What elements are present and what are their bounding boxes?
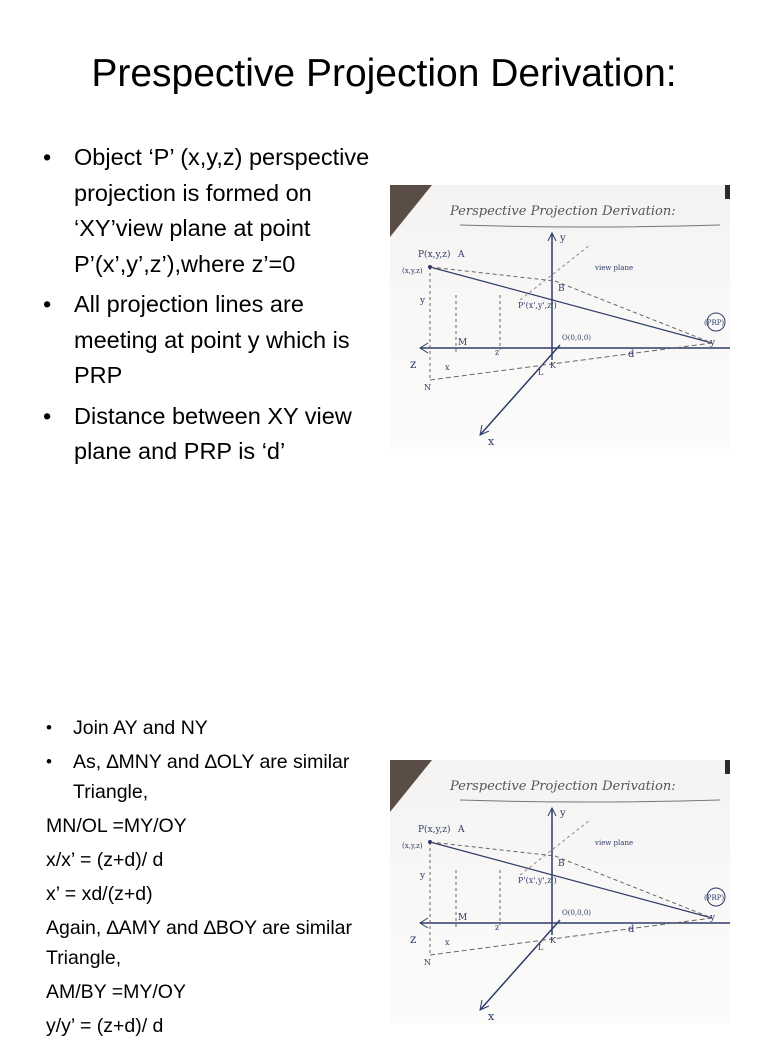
sketch-label: L	[538, 368, 544, 377]
sketch-label: y	[710, 338, 716, 348]
sketch-heading: Perspective Projection Derivation:	[450, 204, 676, 219]
sketch-photo-top	[390, 185, 730, 449]
sketch-label: x	[445, 938, 450, 947]
sketch-label: z	[495, 923, 500, 932]
sketch-label: (x,y,z)	[402, 267, 423, 275]
equation-line: Again, ∆AMY and ∆BOY are similar Triangle,	[46, 917, 353, 969]
sketch-label: B	[558, 284, 565, 294]
sketch-label: L	[538, 943, 544, 952]
derivation-text	[46, 713, 376, 1041]
page-corner-shadow	[390, 185, 432, 237]
sketch-label: P'(x',y',z')	[518, 301, 557, 310]
sketch-label: y	[420, 871, 426, 881]
sketch-label: N	[424, 383, 431, 392]
bullet-item: • Object ‘P’ (x,y,z) perspective projection is formed on ‘XY’view plane at point P’(x’,y’,z’),where z’=0	[40, 140, 380, 282]
sketch-label: K	[550, 936, 556, 945]
sketch-label: (PRP)	[704, 319, 725, 327]
sketch-label: z	[410, 932, 417, 946]
sketch-label: O(0,0,0)	[562, 909, 592, 917]
sketch-label: (x,y,z)	[402, 842, 423, 850]
photo-edge	[725, 185, 730, 199]
sketch-label: y	[420, 296, 426, 306]
sketch-label: P(x,y,z)	[418, 825, 451, 835]
sketch-label: view plane	[595, 839, 634, 847]
sketch-photo-bottom	[390, 760, 730, 1024]
equation-line: x’ = xd/(z+d)	[46, 883, 153, 905]
sketch-label: N	[424, 958, 431, 967]
sketch-label: x	[445, 363, 450, 372]
sketch-label: M	[458, 338, 468, 348]
bullet-item: • All projection lines are meeting at point y which is PRP	[40, 287, 380, 394]
equation-line: MN/OL =MY/OY	[46, 815, 187, 837]
bullet-item: • Join AY and NY	[46, 713, 376, 743]
sketch-label: B	[558, 859, 565, 869]
sketch-label: z	[495, 348, 500, 357]
sketch-label: P'(x',y',z')	[518, 876, 557, 885]
bullet-item: • Distance between XY view plane and PRP is ‘d’	[40, 399, 380, 470]
sketch-label: K	[550, 361, 556, 370]
sketch-label: M	[458, 913, 468, 923]
sketch-label: P(x,y,z)	[418, 250, 451, 260]
sketch-label: view plane	[595, 264, 634, 272]
bullet-item: • As, ∆MNY and ∆OLY are similar Triangle,	[46, 747, 376, 807]
sketch-label: (PRP)	[704, 894, 725, 902]
photo-edge	[725, 760, 730, 774]
sketch-label: d	[628, 349, 635, 360]
sketch-label: x	[488, 435, 495, 448]
slide-title: Prespective Projection Derivation:	[91, 52, 677, 95]
page-corner-shadow	[390, 760, 432, 812]
sketch-label: A	[458, 825, 465, 835]
sketch-label: y	[560, 233, 566, 244]
sketch-heading: Perspective Projection Derivation:	[450, 779, 676, 794]
sketch-label: d	[628, 924, 635, 935]
equation-line: y/y’ = (z+d)/ d	[46, 1015, 164, 1037]
equation-line: AM/BY =MY/OY	[46, 981, 186, 1003]
sketch-label: y	[710, 913, 716, 923]
bullet-list-top	[40, 140, 380, 475]
equation-line: x/x’ = (z+d)/ d	[46, 849, 164, 871]
sketch-label: z	[410, 357, 417, 371]
sketch-label: y	[560, 808, 566, 819]
sketch-label: O(0,0,0)	[562, 334, 592, 342]
sketch-label: A	[458, 250, 465, 260]
sketch-label: x	[488, 1010, 495, 1023]
